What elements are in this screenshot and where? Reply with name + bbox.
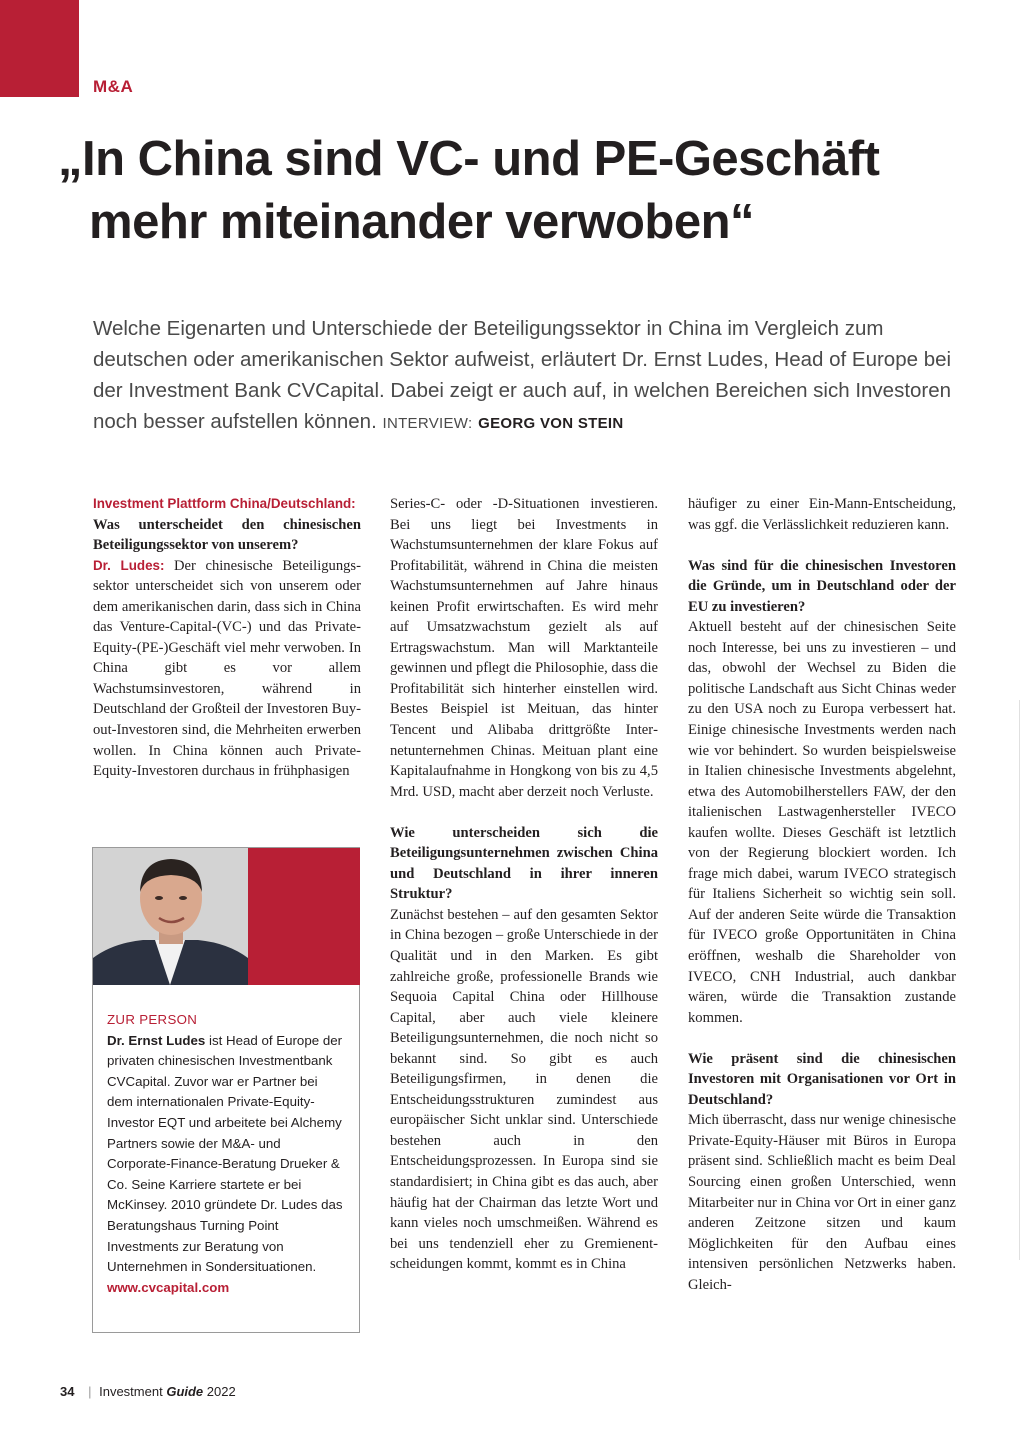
publication-prefix: Investment — [99, 1384, 163, 1399]
portrait-illustration — [93, 848, 248, 985]
byline-label: INTERVIEW: — [382, 415, 473, 432]
column-1 — [93, 494, 361, 782]
headline — [58, 128, 1018, 254]
question-3: Was sind für die chinesischen Investoren die Gründe, um in Deutschland oder der EU zu investieren? — [688, 557, 956, 615]
page-edge-line — [1019, 700, 1020, 1260]
headline-line-1: „In China sind VC- und PE-Geschäft — [58, 132, 880, 186]
answer-1-text: Der chinesische Beteiligungssektor unterscheidet sich von unserem oder dem amerikanischen darin, dass sich in China das Venture-Capital-(VC-) und das Private-Equity-(PE-)Geschäft viel mehr verwoben. In China gibt es vor allem Wachstumsinvestoren, während in Deutschland der Großteil der Investoren Buy-out-Investoren sind, die Mehrheiten erwerben wollen. In China können auch Private-Equity-Investoren durchaus in frühphasigen — [93, 557, 361, 780]
corner-accent-block — [0, 0, 79, 97]
answer-1-label: Dr. Ludes: — [93, 557, 165, 573]
page-footer — [60, 1384, 236, 1399]
answer-2-continued: häufiger zu einer Ein-Mann-Entscheidung, was ggf. die Verlässlichkeit reduzieren kann. — [688, 496, 956, 533]
portrait-photo — [93, 848, 248, 985]
headline-line-2: mehr miteinander verwoben“ — [89, 195, 755, 249]
question-4: Wie präsent sind die chinesischen Investoren mit Organisationen vor Ort in Deutschland? — [688, 1050, 956, 1108]
lead-paragraph — [93, 313, 953, 439]
footer-separator: | — [88, 1384, 92, 1399]
question-1-text: Was unterscheidet den chinesischen Beteiligungssektor von unserem? — [93, 516, 361, 554]
answer-4: Mich überrascht, dass nur wenige chinesische Private-Equity-Häuser mit Büros in Europa präsent sind. Schließlich macht es beim Deal Sourcing einen großen Unterschied, wenn Mitarbeiter nur in China vor Ort in einer ganz anderen Zeitzone sitzen und kaum Möglichkeiten für den Aufbau eines intensiven persönlichen Netzwerks haben. Gleich- — [688, 1112, 956, 1293]
bio-website-link[interactable]: www.cvcapital.com — [107, 1279, 230, 1295]
answer-2: Zunächst bestehen – auf den gesamten Sektor in China bezogen – große Unterschiede in der Qualität und in den Marken. Es gibt zahlreiche große, professionelle Brands wie Sequoia Capital China oder Hillhouse Capital, aber auch viele kleinere Beteiligungsunternehmen, die noch nicht so bekannt sind. So gibt es auch Beteiligungsfirmen, in denen die Entscheidungsstrukturen zumindest aus europäischer Sicht unklar sind. Unterschiede bestehen auch in den Entscheidungsprozessen. In Europa sind sie standardisiert; in China gibt es das auch, aber häufig hat der Chairman das letzte Wort und kann vieles noch umschmeißen. Während es bei uns tendenziell eher zu Gremienentscheidungen kommt, kommt es in China — [390, 906, 658, 1273]
bio-heading: ZUR PERSON — [107, 1012, 198, 1027]
column-3 — [688, 494, 956, 1295]
bio-text — [107, 1010, 347, 1298]
question-2: Wie unterscheiden sich die Beteiligungsunternehmen zwischen China und Deutschland in ihrer inneren Struktur? — [390, 824, 658, 903]
column-2 — [390, 494, 658, 1275]
publication-guide: Guide — [166, 1384, 204, 1399]
answer-1-continued: Series-C- oder -D-Situationen investieren. Bei uns liegt bei Investments in Wachstumsunternehmen der klare Fokus auf Profitabilität, während in China die meisten Wachstumsunternehmen auf Jahre hinaus keinen Profit erwirtschaften. Es wird mehr auf Umsatzwachstum gezielt als auf Ertragswachstum. Man will Marktanteile gewinnen und pflegt die Philosophie, dass die Profitabilität sich hinterher einstellen wird. Bestes Beispiel ist Meituan, das hinter Tencent und Alibaba drittgrößte Internetunternehmen Chinas. Meituan plant eine Kapitalaufnahme in Hongkong von bis zu 4,5 Mrd. USD, macht aber derzeit noch Verluste. — [390, 496, 658, 800]
page-number: 34 — [60, 1384, 75, 1399]
bio-box — [92, 847, 360, 1333]
section-label: M&A — [93, 77, 134, 96]
lead-text: Welche Eigenarten und Unterschiede der Beteiligungssektor in China im Vergleich zum deutschen oder amerikanischen Sektor aufweist, erläutert Dr. Ernst Ludes, Head of Europe bei der Investment Bank CVCapital. Dabei zeigt er auch auf, in welchen Bereichen sich Investoren noch besser aufstellen können. — [93, 317, 952, 433]
question-1 — [93, 494, 361, 782]
byline-name: GEORG VON STEIN — [478, 415, 624, 432]
bio-name: Dr. Ernst Ludes — [107, 1032, 206, 1048]
publication-year: 2022 — [206, 1384, 236, 1399]
answer-3: Aktuell besteht auf der chinesischen Seite noch Interesse, bei uns zu investieren – und das, obwohl der Wechsel zu Biden die politische Landschaft aus Sicht Chinas weder zu den USA noch zu Europa verbessert hat. Einige chinesische Investments werden nach wie vor behindert. So wurden beispielsweise in Italien chinesische Investments abgelehnt, etwa des Automobilherstellers FAW, der den italienischen Lastwagenhersteller IVECO kaufen wollte. Dieses Geschäft ist letztlich von der Regierung blockiert worden. Ich frage mich dabei, warum IVECO strategisch für Italiens Sicherheit so wichtig sein soll. Auf der anderen Seite würde die Transaktion für IVECO große Opportunitäten in China eröffnen, weshalb die Shareholder von IVECO, CNH Industrial, auch dankbar wären, würde die Transaktion zustande kommen. — [688, 619, 956, 1026]
bio-body — [107, 1031, 347, 1278]
bio-description: ist Head of Europe der privaten chinesischen Investmentbank CVCapital. Zuvor war er Partner bei dem internationalen Private-Equity-Investor EQT und arbeitete bei Alchemy Partners sowie der M&A- und Corporate-Finance-Beratung Drueker & Co. Seine Karriere startete er bei McKinsey. 2010 gründete Dr. Ludes das Beratungshaus Turning Point Investments zur Beratung von Unternehmen in Sondersituationen. — [107, 1032, 343, 1275]
photo-accent-block — [248, 848, 360, 985]
question-1-label: Investment Plattform China/Deutschland: — [93, 496, 356, 511]
